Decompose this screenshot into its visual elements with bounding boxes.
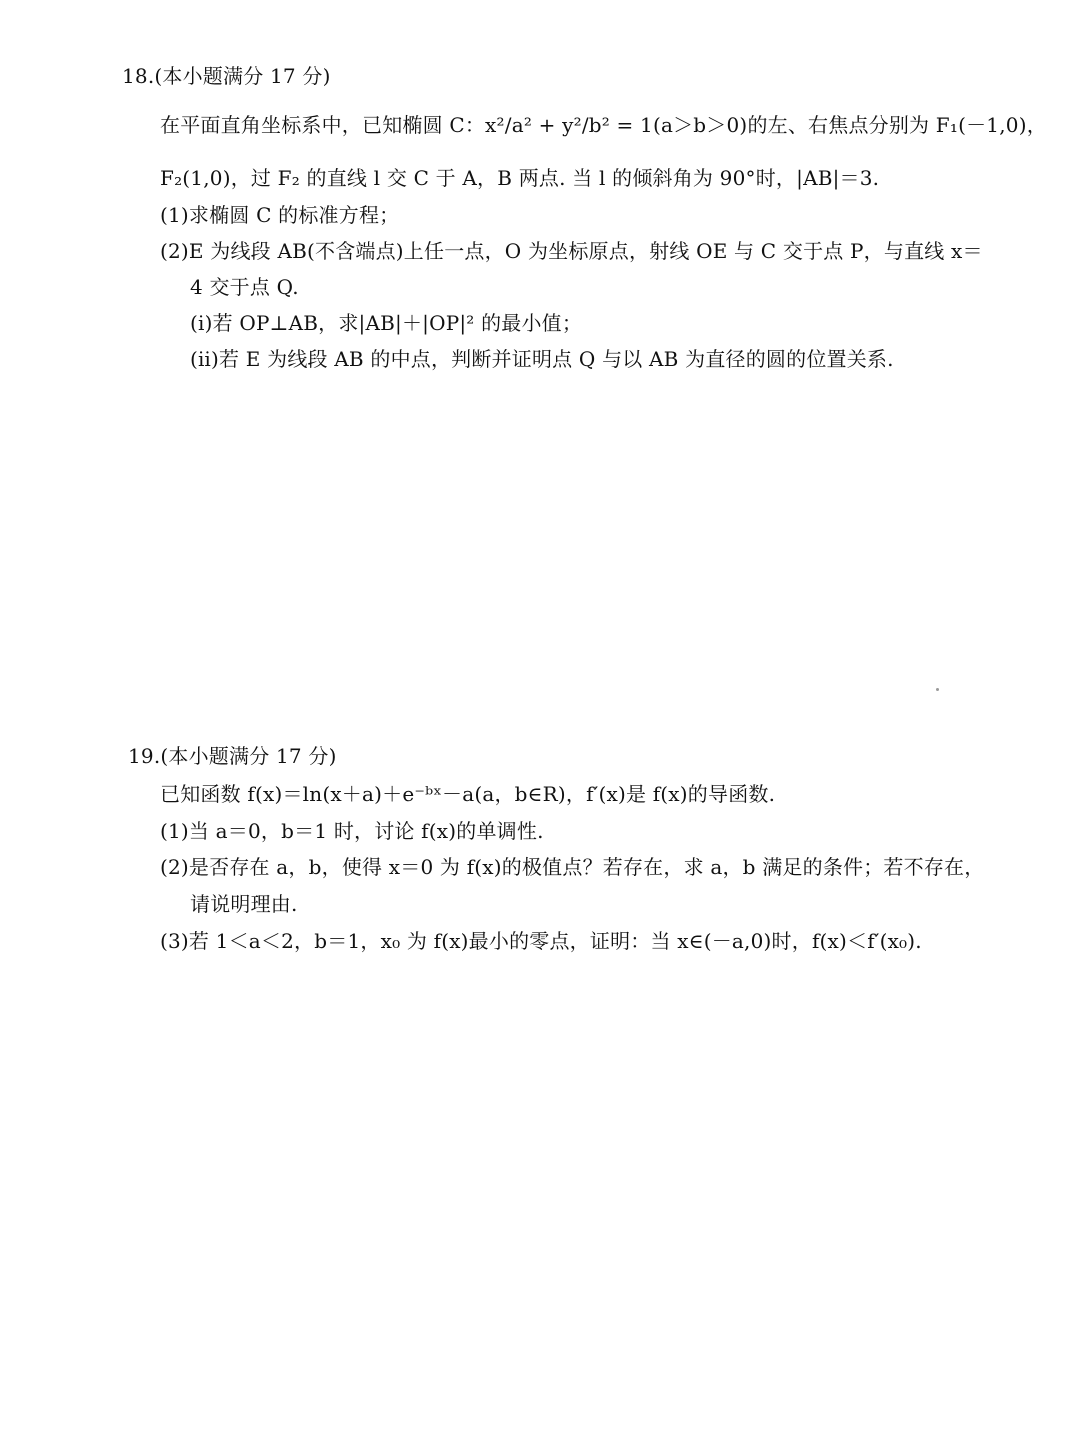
problem-18-line-4: (2)E 为线段 AB(不含端点)上任一点，O 为坐标原点，射线 OE 与 C 交于点 P，与直线 x＝ bbox=[160, 239, 983, 263]
problem-18-line-7: (ⅱ)若 E 为线段 AB 的中点，判断并证明点 Q 与以 AB 为直径的圆的位置关系. bbox=[190, 347, 894, 371]
scan-speck bbox=[936, 688, 939, 691]
problem-18-line-5: 4 交于点 Q. bbox=[190, 275, 299, 299]
problem-18-heading: 18.(本小题满分 17 分) bbox=[122, 64, 331, 88]
problem-19-line-1: 已知函数 f(x)＝ln(x＋a)＋e⁻ᵇˣ－a(a，b∈R)，f′(x)是 f(x)的导函数. bbox=[160, 782, 776, 806]
problem-19-line-2: (1)当 a＝0，b＝1 时，讨论 f(x)的单调性. bbox=[160, 819, 544, 843]
problem-18-line-6: (ⅰ)若 OP⊥AB，求|AB|＋|OP|² 的最小值； bbox=[190, 311, 583, 335]
problem-18-line-1: 在平面直角坐标系中，已知椭圆 C：x²/a² + y²/b² = 1(a＞b＞0)的左、右焦点分别为 F₁(－1,0)， bbox=[160, 113, 1047, 137]
problem-19-line-4: 请说明理由. bbox=[190, 892, 298, 916]
problem-19-line-3: (2)是否存在 a，b，使得 x＝0 为 f(x)的极值点？若存在，求 a，b 满足的条件；若不存在， bbox=[160, 855, 985, 879]
problem-19-line-5: (3)若 1＜a＜2，b＝1，x₀ 为 f(x)最小的零点，证明：当 x∈(－a,0)时，f(x)＜f′(x₀). bbox=[160, 929, 922, 953]
problem-19-heading: 19.(本小题满分 17 分) bbox=[128, 744, 337, 768]
problem-18-line-2: F₂(1,0)，过 F₂ 的直线 l 交 C 于 A，B 两点. 当 l 的倾斜角为 90°时，|AB|＝3. bbox=[160, 166, 880, 190]
problem-18-line-3: (1)求椭圆 C 的标准方程； bbox=[160, 203, 400, 227]
